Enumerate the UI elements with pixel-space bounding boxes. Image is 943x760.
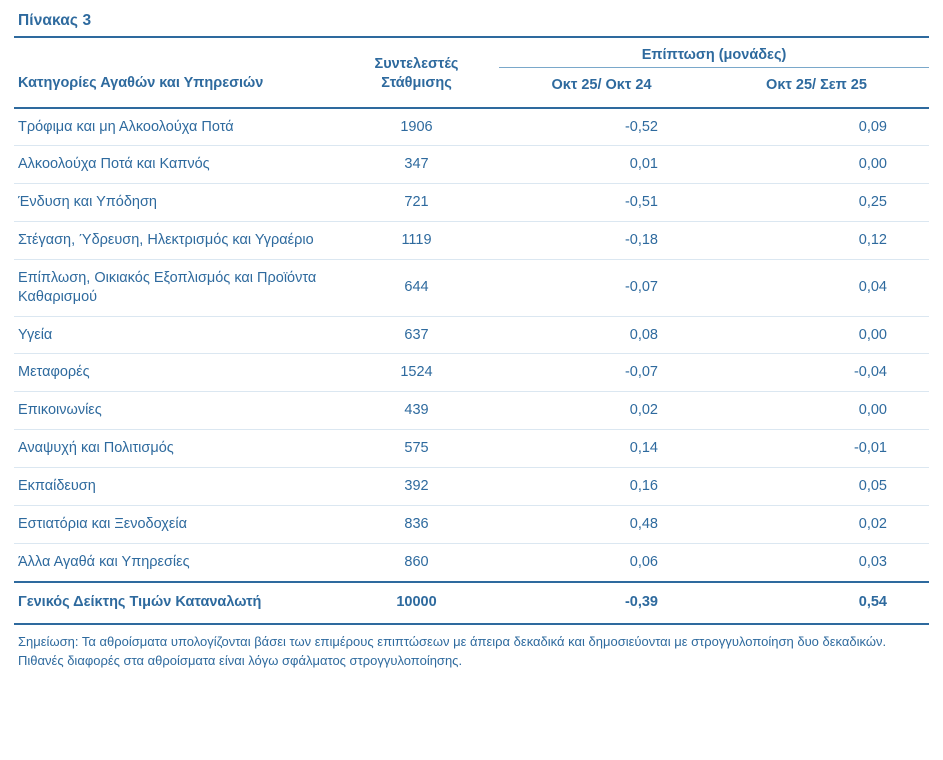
- table-row: [14, 222, 929, 260]
- total-weight: 10000: [396, 593, 437, 610]
- row-label: Αναψυχή και Πολιτισμός: [14, 430, 334, 468]
- row-weight: 860: [404, 553, 429, 570]
- row-weight: 575: [334, 430, 499, 468]
- row-label: Τρόφιμα και μη Αλκοολούχα Ποτά: [14, 109, 334, 146]
- table-row: [14, 109, 929, 146]
- row-weight: 439: [334, 392, 499, 430]
- row-label: Αλκοολούχα Ποτά και Καπνός: [14, 146, 334, 184]
- row-yoy: 0,08: [499, 316, 704, 354]
- table-row: [14, 259, 929, 316]
- table-row: [14, 184, 929, 222]
- row-yoy: 0,06: [629, 553, 658, 570]
- row-weight: 644: [334, 259, 499, 316]
- table-row: [14, 392, 929, 430]
- row-label: Υγεία: [14, 316, 334, 354]
- header-group-row: [14, 38, 929, 68]
- row-yoy: 0,02: [499, 392, 704, 430]
- row-weight: 347: [334, 146, 499, 184]
- row-weight: 721: [334, 184, 499, 222]
- header-impact-group: Επίπτωση (μονάδες): [499, 38, 929, 68]
- impact-table-body: [14, 109, 929, 581]
- row-yoy: -0,18: [499, 222, 704, 260]
- table-row: [14, 430, 929, 468]
- row-weight: 836: [334, 505, 499, 543]
- table-row: [14, 146, 929, 184]
- row-mom: 0,05: [704, 467, 929, 505]
- row-mom: 0,00: [704, 392, 929, 430]
- header-category: Κατηγορίες Αγαθών και Υπηρεσιών: [18, 75, 264, 91]
- row-weight: 392: [334, 467, 499, 505]
- impact-table: [14, 38, 929, 107]
- row-yoy: 0,14: [499, 430, 704, 468]
- row-label: Εστιατόρια και Ξενοδοχεία: [14, 505, 334, 543]
- row-label: Εκπαίδευση: [14, 467, 334, 505]
- row-mom: 0,09: [704, 109, 929, 146]
- row-yoy: -0,52: [499, 109, 704, 146]
- header-oct25-oct24: Οκτ 25/ Οκτ 24: [551, 77, 652, 93]
- row-mom: -0,01: [704, 430, 929, 468]
- table-row: [14, 543, 929, 580]
- total-yoy: -0,39: [624, 593, 658, 610]
- total-table: [14, 583, 929, 624]
- total-label: Γενικός Δείκτης Τιμών Καταναλωτή: [18, 593, 262, 610]
- table-row: [14, 354, 929, 392]
- row-yoy: 0,48: [499, 505, 704, 543]
- row-mom: 0,04: [704, 259, 929, 316]
- row-mom: 0,25: [704, 184, 929, 222]
- table-body: [14, 109, 929, 581]
- row-label: Ένδυση και Υπόδηση: [14, 184, 334, 222]
- table-foot: [14, 583, 929, 624]
- table-head: [14, 38, 929, 107]
- page-title: Πίνακας 3: [18, 12, 92, 29]
- row-yoy: 0,16: [499, 467, 704, 505]
- row-mom: 0,03: [858, 553, 887, 570]
- row-weight: 637: [334, 316, 499, 354]
- row-label: Μεταφορές: [14, 354, 334, 392]
- row-label: Επικοινωνίες: [14, 392, 334, 430]
- header-oct25-sep25: Οκτ 25/ Σεπ 25: [766, 77, 867, 93]
- table-note: Σημείωση: Τα αθροίσματα υπολογίζονται βάσει των επιμέρους επιπτώσεων με άπειρα δεκαδικά και δημοσιεύονται με στρογγυλοποίηση δυο δεκαδικών. Πιθανές διαφορές στα αθροίσματα είναι λόγω σφάλματος στρογγυλοποίησης.: [18, 634, 887, 668]
- row-mom: 0,00: [704, 146, 929, 184]
- total-row: [14, 583, 929, 624]
- table-row: [14, 316, 929, 354]
- row-weight: 1524: [334, 354, 499, 392]
- row-label: Στέγαση, Ύδρευση, Ηλεκτρισμός και Υγραέριο: [14, 222, 334, 260]
- row-mom: 0,00: [704, 316, 929, 354]
- table-row: [14, 467, 929, 505]
- table-row: [14, 505, 929, 543]
- row-mom: 0,12: [704, 222, 929, 260]
- row-weight: 1119: [334, 222, 499, 260]
- row-weight: 1906: [334, 109, 499, 146]
- total-mom: 0,54: [858, 593, 887, 610]
- row-yoy: -0,51: [499, 184, 704, 222]
- row-mom: -0,04: [704, 354, 929, 392]
- row-yoy: -0,07: [499, 354, 704, 392]
- row-yoy: 0,01: [499, 146, 704, 184]
- row-label: Άλλα Αγαθά και Υπηρεσίες: [18, 553, 190, 570]
- row-yoy: -0,07: [499, 259, 704, 316]
- header-weights: Συντελεστές Στάθμισης: [374, 56, 459, 91]
- row-label: Επίπλωση, Οικιακός Εξοπλισμός και Προϊόντα Καθαρισμού: [14, 259, 334, 316]
- row-mom: 0,02: [704, 505, 929, 543]
